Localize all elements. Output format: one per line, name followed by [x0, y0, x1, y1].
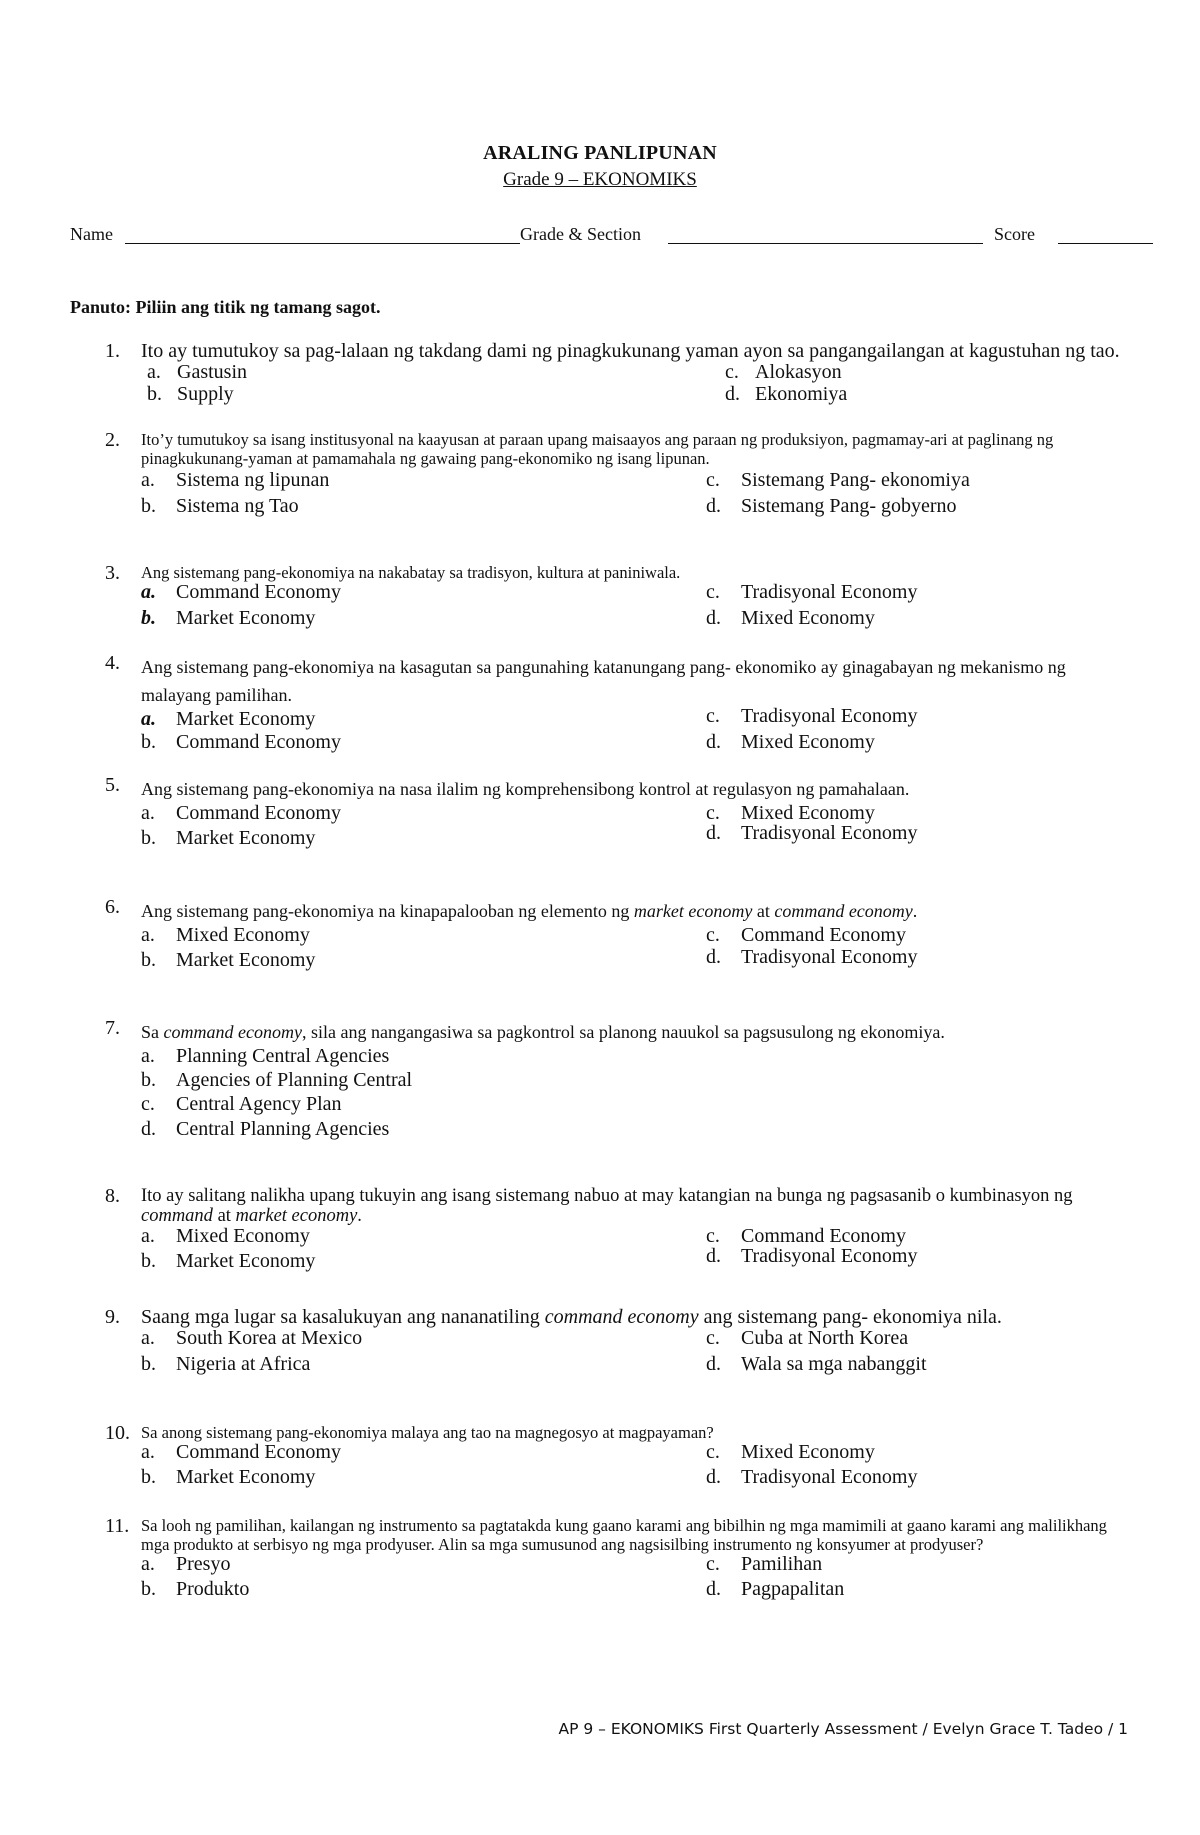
- option-letter: c.: [706, 469, 720, 491]
- options: [141, 1046, 1125, 1142]
- option-c[interactable]: [706, 1554, 822, 1575]
- option-letter: a.: [141, 581, 156, 603]
- question-5: [105, 775, 1125, 855]
- options: [141, 1442, 1125, 1494]
- option-letter: d.: [706, 822, 721, 844]
- question-number: 5.: [105, 774, 120, 796]
- option-d[interactable]: [706, 823, 917, 844]
- score-label: Score: [994, 224, 1035, 244]
- option-letter: b.: [141, 1578, 156, 1600]
- option-a[interactable]: [141, 1442, 341, 1463]
- question-stem: Ito ay tumutukoy sa pag-lalaan ng takdang dami ng pinagkukunang yaman ayon sa pangangailangan at kagustuhan ng tao.: [141, 340, 1120, 362]
- stem-emphasis: command economy: [544, 1306, 699, 1328]
- question-number: 9.: [105, 1306, 120, 1328]
- options: [141, 582, 1125, 634]
- option-text: Gastusin: [177, 361, 247, 383]
- option-a[interactable]: [141, 709, 315, 730]
- stem-emphasis: market economy: [235, 1206, 358, 1226]
- option-letter: c.: [706, 1441, 720, 1463]
- grade-section-label: Grade & Section: [520, 224, 641, 244]
- option-text: Central Planning Agencies: [176, 1118, 390, 1140]
- option-b[interactable]: [141, 608, 315, 629]
- options: [141, 1328, 1125, 1380]
- option-text: Cuba at North Korea: [741, 1327, 909, 1349]
- question-stem: Ang sistemang pang-ekonomiya na kasagutan sa pangunahing katanungang pang- ekonomiko ay ginagabayan ng mekanismo ng malayang pamilihan.: [141, 657, 1066, 705]
- option-text: Command Economy: [176, 731, 341, 753]
- option-letter: a.: [141, 708, 156, 730]
- option-text: South Korea at Mexico: [176, 1327, 363, 1349]
- option-d[interactable]: [706, 1246, 917, 1267]
- student-info-row: [70, 224, 1080, 250]
- option-letter: d.: [725, 383, 740, 405]
- option-text: Presyo: [176, 1553, 231, 1575]
- option-b[interactable]: [141, 732, 341, 753]
- question-8: [105, 1186, 1125, 1278]
- option-letter: b.: [141, 949, 156, 971]
- option-b[interactable]: [141, 1070, 412, 1091]
- option-a[interactable]: [141, 803, 341, 824]
- option-a[interactable]: [147, 362, 247, 383]
- stem-text: Ang sistemang pang-ekonomiya na kinapapalooban ng elemento ng: [141, 901, 634, 921]
- option-c[interactable]: [725, 362, 842, 383]
- question-number: 3.: [105, 562, 120, 584]
- option-text: Market Economy: [176, 1250, 316, 1272]
- option-text: Tradisyonal Economy: [741, 581, 918, 603]
- option-c[interactable]: [706, 803, 875, 824]
- question-stem: Sa anong sistemang pang-ekonomiya malaya ang tao na magnegosyo at magpayaman?: [141, 1423, 714, 1442]
- option-text: Ekonomiya: [755, 383, 848, 405]
- name-label: Name: [70, 224, 113, 244]
- option-a[interactable]: [141, 925, 310, 946]
- question-number: 10.: [105, 1422, 130, 1444]
- options: [141, 1554, 1125, 1606]
- option-letter: d.: [706, 946, 721, 968]
- option-letter: d.: [141, 1118, 156, 1140]
- option-text: Market Economy: [176, 949, 316, 971]
- option-text: Tradisyonal Economy: [741, 946, 918, 968]
- option-letter: c.: [725, 361, 739, 383]
- option-b[interactable]: [141, 1579, 249, 1600]
- option-d[interactable]: [725, 384, 847, 405]
- option-letter: b.: [141, 607, 156, 629]
- option-c[interactable]: [141, 1094, 342, 1115]
- option-b[interactable]: [141, 496, 299, 517]
- option-letter: c.: [706, 705, 720, 727]
- option-text: Command Economy: [176, 802, 341, 824]
- option-c[interactable]: [706, 470, 970, 491]
- option-text: Sistemang Pang- ekonomiya: [741, 469, 970, 491]
- option-letter: b.: [141, 1250, 156, 1272]
- option-b[interactable]: [141, 828, 315, 849]
- option-letter: d.: [706, 607, 721, 629]
- option-letter: c.: [706, 1327, 720, 1349]
- option-letter: b.: [141, 731, 156, 753]
- options: [141, 470, 1125, 522]
- option-letter: d.: [706, 1578, 721, 1600]
- option-text: Tradisyonal Economy: [741, 705, 918, 727]
- stem-text: Sa: [141, 1022, 164, 1042]
- option-d[interactable]: [706, 608, 875, 629]
- question-stem: Ang sistemang pang-ekonomiya na nakabatay sa tradisyon, kultura at paniniwala.: [141, 563, 681, 582]
- question-1: [105, 341, 1125, 406]
- option-letter: a.: [141, 1441, 155, 1463]
- options: [141, 803, 1125, 855]
- question-11: [105, 1516, 1125, 1606]
- option-c[interactable]: [706, 925, 906, 946]
- stem-text: , sila ang nangangasiwa sa pagkontrol sa planong nauukol sa pagsusulong ng ekonomiya.: [301, 1022, 945, 1042]
- stem-text: .: [912, 901, 918, 921]
- stem-emphasis: command economy: [774, 901, 913, 921]
- option-a[interactable]: [141, 470, 329, 491]
- option-letter: d.: [706, 495, 721, 517]
- option-text: Wala sa mga nabanggit: [741, 1353, 927, 1375]
- options: [141, 705, 1125, 761]
- option-text: Market Economy: [176, 708, 316, 730]
- question-stem: [141, 1186, 1125, 1226]
- option-letter: c.: [706, 802, 720, 824]
- question-number: 2.: [105, 429, 120, 451]
- option-c[interactable]: [706, 1328, 908, 1349]
- question-stem: Ang sistemang pang-ekonomiya na nasa ilalim ng komprehensibong kontrol at regulasyon ng pamahalaan.: [141, 779, 910, 799]
- grade-section-field[interactable]: [668, 243, 983, 244]
- stem-text: at: [212, 1206, 236, 1226]
- option-text: Tradisyonal Economy: [741, 1245, 918, 1267]
- options: [141, 925, 1125, 977]
- option-text: Sistema ng Tao: [176, 495, 299, 517]
- option-text: Pagpapalitan: [741, 1578, 845, 1600]
- stem-text: Ito ay salitang nalikha upang tukuyin ang isang sistemang nabuo at may katangian na bunga ng pagsasanib o kumbinasyon ng: [141, 1186, 1073, 1206]
- option-text: Command Economy: [741, 1225, 906, 1247]
- option-text: Command Economy: [176, 1441, 341, 1463]
- option-b[interactable]: [147, 384, 234, 405]
- question-9: [105, 1307, 1125, 1380]
- question-6: [105, 897, 1125, 977]
- option-text: Agencies of Planning Central: [176, 1069, 413, 1091]
- question-7: [105, 1018, 1125, 1142]
- option-text: Tradisyonal Economy: [741, 1466, 918, 1488]
- stem-text: .: [357, 1206, 362, 1226]
- option-b[interactable]: [141, 1251, 315, 1272]
- option-b[interactable]: [141, 1354, 310, 1375]
- option-letter: d.: [706, 731, 721, 753]
- option-c[interactable]: [706, 706, 917, 727]
- option-d[interactable]: [706, 496, 957, 517]
- option-a[interactable]: [141, 1554, 230, 1575]
- option-b[interactable]: [141, 1467, 315, 1488]
- stem-emphasis: command: [141, 1206, 213, 1226]
- options: [141, 362, 1125, 406]
- question-3: [105, 563, 1125, 634]
- option-c[interactable]: [706, 582, 917, 603]
- option-a[interactable]: [141, 1046, 389, 1067]
- option-text: Mixed Economy: [741, 802, 875, 824]
- name-field[interactable]: [125, 243, 520, 244]
- question-number: 7.: [105, 1017, 120, 1039]
- option-text: Nigeria at Africa: [176, 1353, 311, 1375]
- question-number: 8.: [105, 1185, 120, 1207]
- option-text: Central Agency Plan: [176, 1093, 342, 1115]
- option-b[interactable]: [141, 950, 315, 971]
- option-letter: a.: [141, 1045, 155, 1067]
- option-letter: a.: [141, 1327, 155, 1349]
- question-10: [105, 1423, 1125, 1494]
- question-number: 6.: [105, 896, 120, 918]
- option-text: Mixed Economy: [176, 1225, 310, 1247]
- option-c[interactable]: [706, 1226, 906, 1247]
- option-text: Supply: [177, 383, 234, 405]
- options: [141, 1226, 1125, 1278]
- stem-text: ang sistemang pang- ekonomiya nila.: [698, 1306, 1002, 1328]
- option-text: Sistemang Pang- gobyerno: [741, 495, 957, 517]
- option-text: Mixed Economy: [741, 1441, 875, 1463]
- option-text: Mixed Economy: [741, 731, 875, 753]
- page-subtitle: [0, 169, 1200, 191]
- option-letter: b.: [147, 383, 162, 405]
- option-d[interactable]: [141, 1119, 389, 1140]
- option-letter: c.: [706, 924, 720, 946]
- option-d[interactable]: [706, 1467, 917, 1488]
- stem-text: Saang mga lugar sa kasalukuyan ang nananatiling: [141, 1306, 545, 1328]
- page-title: ARALING PANLIPUNAN: [483, 142, 717, 164]
- option-letter: a.: [147, 361, 161, 383]
- option-letter: d.: [706, 1466, 721, 1488]
- question-stem: Ito’y tumutukoy sa isang institusyonal na kaayusan at paraan upang maisaayos ang paraan ng produksiyon, pagmamay-ari at paglinang ng pinagkukunang-yaman at pamamahala ng gawaing pang-ekonomiko ng isang lipunan.: [141, 430, 1054, 468]
- option-letter: c.: [706, 581, 720, 603]
- option-letter: c.: [706, 1553, 720, 1575]
- option-c[interactable]: [706, 1442, 875, 1463]
- option-a[interactable]: [141, 1328, 362, 1349]
- option-text: Command Economy: [741, 924, 906, 946]
- option-letter: a.: [141, 1225, 155, 1247]
- option-letter: b.: [141, 1353, 156, 1375]
- option-text: Market Economy: [176, 827, 316, 849]
- option-letter: c.: [706, 1225, 720, 1247]
- option-letter: b.: [141, 827, 156, 849]
- option-letter: b.: [141, 1466, 156, 1488]
- option-letter: b.: [141, 1069, 156, 1091]
- page-footer: AP 9 – EKONOMIKS First Quarterly Assessment / Evelyn Grace T. Tadeo / 1: [558, 1720, 1128, 1738]
- option-letter: a.: [141, 924, 155, 946]
- stem-emphasis: market economy: [633, 901, 753, 921]
- option-text: Alokasyon: [755, 361, 842, 383]
- option-letter: a.: [141, 802, 155, 824]
- instructions: Panuto: Piliin ang titik ng tamang sagot.: [70, 297, 381, 317]
- option-text: Produkto: [176, 1578, 250, 1600]
- option-text: Planning Central Agencies: [176, 1045, 390, 1067]
- stem-emphasis: command economy: [163, 1022, 302, 1042]
- option-a[interactable]: [141, 1226, 310, 1247]
- option-text: Tradisyonal Economy: [741, 822, 918, 844]
- stem-text: at: [752, 901, 775, 921]
- option-letter: b.: [141, 495, 156, 517]
- option-text: Mixed Economy: [741, 607, 875, 629]
- option-d[interactable]: [706, 1354, 927, 1375]
- option-text: Market Economy: [176, 607, 316, 629]
- question-number: 4.: [105, 652, 120, 674]
- option-a[interactable]: [141, 582, 341, 603]
- option-text: Market Economy: [176, 1466, 316, 1488]
- question-stem: Sa looh ng pamilihan, kailangan ng instrumento sa pagtatakda kung gaano karami ang bibilhin ng mga mamimili at gaano karami ang malilikhang mga produkto at serbisyo ng mga prodyuser. Alin sa mga sumusunod ang nagsisilbing instrumento ng konsyumer at prodyuser?: [141, 1516, 1107, 1554]
- option-letter: c.: [141, 1093, 155, 1115]
- question-number: 1.: [105, 340, 120, 362]
- option-text: Mixed Economy: [176, 924, 310, 946]
- option-d[interactable]: [706, 947, 917, 968]
- option-text: Sistema ng lipunan: [176, 469, 330, 491]
- question-stem: [141, 1307, 1125, 1328]
- subtitle-text: Grade 9 – EKONOMIKS: [503, 169, 697, 190]
- option-letter: d.: [706, 1245, 721, 1267]
- question-4: [105, 653, 1125, 761]
- option-text: Pamilihan: [741, 1553, 823, 1575]
- option-letter: a.: [141, 469, 155, 491]
- option-letter: d.: [706, 1353, 721, 1375]
- option-d[interactable]: [706, 1579, 844, 1600]
- option-d[interactable]: [706, 732, 875, 753]
- question-2: [105, 430, 1125, 522]
- question-stem: [141, 1018, 1125, 1046]
- option-text: Command Economy: [176, 581, 341, 603]
- question-stem: [141, 897, 1125, 925]
- option-letter: a.: [141, 1553, 155, 1575]
- score-field[interactable]: [1058, 243, 1153, 244]
- question-number: 11.: [105, 1515, 130, 1537]
